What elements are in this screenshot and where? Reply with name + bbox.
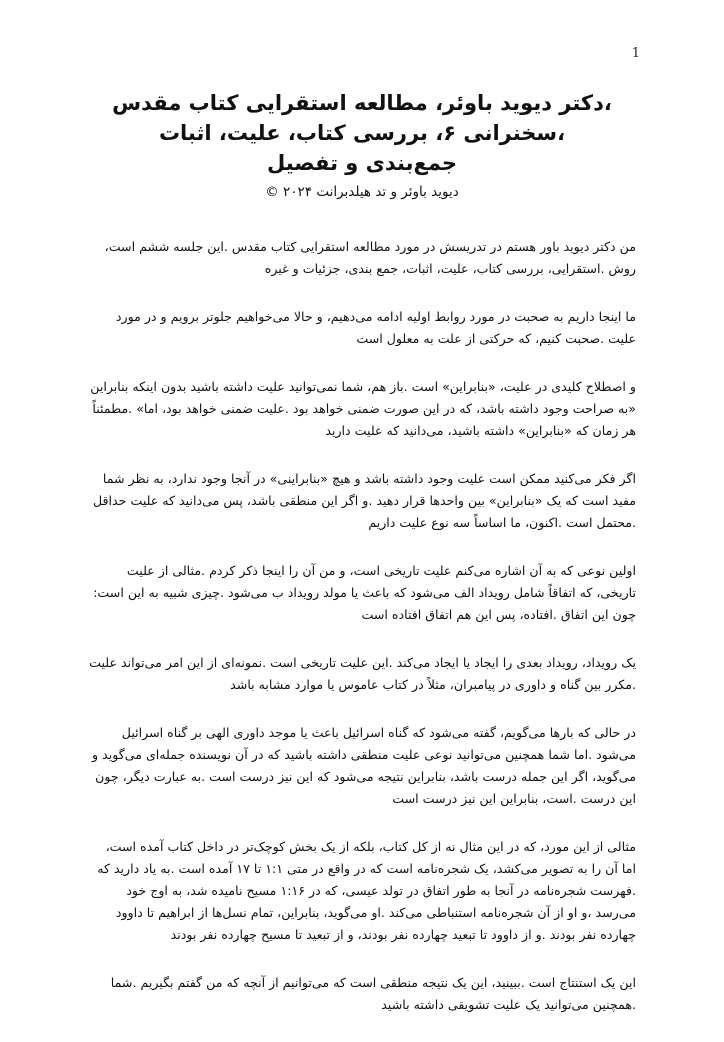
paragraph-9: این یک استنتاج است .ببینید، این یک نتیجه منطقی است که می‌توانیم از آنچه که من گفتم بگیریم .شما .همچنین می‌توانید یک علیت تشویقی داشته باشید <box>110 975 636 1012</box>
paragraph-5: اولین نوعی که به آن اشاره می‌کنم علیت تاریخی است، و من آن را اینجا ذکر کردم .مثالی از علیت تاریخی، که اتفاقاً شامل رویداد الف می‌شود که باعث یا مولد رویداد ب می‌شود .چیزی شبیه به این است: چون این اتفاق .افتاده، پس این هم اتفاق افتاده است <box>93 563 636 622</box>
paragraph-7: در حالی که بارها می‌گویم، گفته می‌شود که گناه اسرائیل باعث یا موجد داوری الهی بر گناه اسرائیل می‌شود .اما شما همچنین می‌توانید نوعی علیت منطقی داشته باشید که در آن نویسنده جمله‌ای می‌گوید و می‌گوید، اگر این جمله درست باشد، بنابراین نتیجه می‌شود که این نیز درست است .به عبارت دیگر، چون این درست .است، بنابراین این نیز درست است <box>92 725 636 806</box>
page-number: 1 <box>631 46 640 61</box>
title-line-1: ،دکتر دیوید باوئر، مطالعه استقرایی کتاب مقدس <box>112 91 612 115</box>
title-block <box>88 88 636 202</box>
paragraph-6: یک رویداد، رویداد بعدی را ایجاد یا ایجاد می‌کند .این علیت تاریخی است .نمونه‌ای از این امر می‌تواند علیت .مکرر بین گناه و داوری در پیامبران، مثلاً در کتاب عاموس یا موارد مشابه باشد <box>89 655 636 692</box>
paragraph-3: و اصطلاح کلیدی در علیت، «بنابراین» است .باز هم، شما نمی‌توانید علیت داشته باشید بدون اینکه بنابراین «به صراحت وجود داشته باشد، که در این صورت ضمنی خواهد بود .علیت ضمنی خواهد بود، اما» .مطمئناً هر زمان که «بنابراین» داشته باشید، می‌دانید که علیت دارید <box>90 379 636 438</box>
paragraph-2: ما اینجا داریم به صحبت در مورد روابط اولیه ادامه می‌دهیم، و حالا می‌خواهیم جلوتر برویم و در مورد علیت .صحبت کنیم، که حرکتی از علت به معلول است <box>115 309 636 346</box>
title-line-2: ،سخنرانی ۶، بررسی کتاب، علیت، اثبات <box>158 121 566 145</box>
body-text <box>88 236 636 1042</box>
paragraph-8: مثالی از این مورد، که در این مثال نه از کل کتاب، بلکه از یک بخش کوچک‌تر در داخل کتاب آمده است، اما آن را به تصویر می‌کشد، یک شجره‌نامه است که در واقع در متی ۱:۱ تا ۱۷ آمده است .به یاد دارید که .فهرست شجره‌نامه در آنجا به طور اتفاق در تولد عیسی، که در ۱:۱۶ مسیح نامیده شد، به اوج خود می‌رسد ،و او از آن شجره‌نامه استنباطی می‌کند .او می‌گوید، بنابراین، تمام نسل‌ها از ابراهیم تا داوود چهارده نفر بودند .و از داوود تا تبعید چهارده نفر بودند، و از تبعید تا مسیح چهارده نفر بودند <box>97 839 636 942</box>
paragraph-4: اگر فکر می‌کنید ممکن است علیت وجود داشته باشد و هیچ «بنابراینی» در آنجا وجود ندارد، به نظر شما مفید است که یک «بنابراین» بین واحدها قرار دهید .و اگر این منطقی باشد، پس می‌دانید که علیت حداقل .محتمل است .اکنون، ما اساساً سه نوع علیت داریم <box>93 471 636 530</box>
paragraph-1: من دکتر دیوید باور هستم در تدریسش در مورد مطالعه استقرایی کتاب مقدس .این جلسه ششم است، روش .استقرایی، بررسی کتاب، علیت، اثبات، جمع بندی، جزئیات و غیره <box>104 239 636 276</box>
title-line-3: جمع‌بندی و تفصیل <box>266 151 458 175</box>
byline: دیوید باوئر و تد هیلدبرانت ۲۰۲۴ © <box>265 184 459 200</box>
